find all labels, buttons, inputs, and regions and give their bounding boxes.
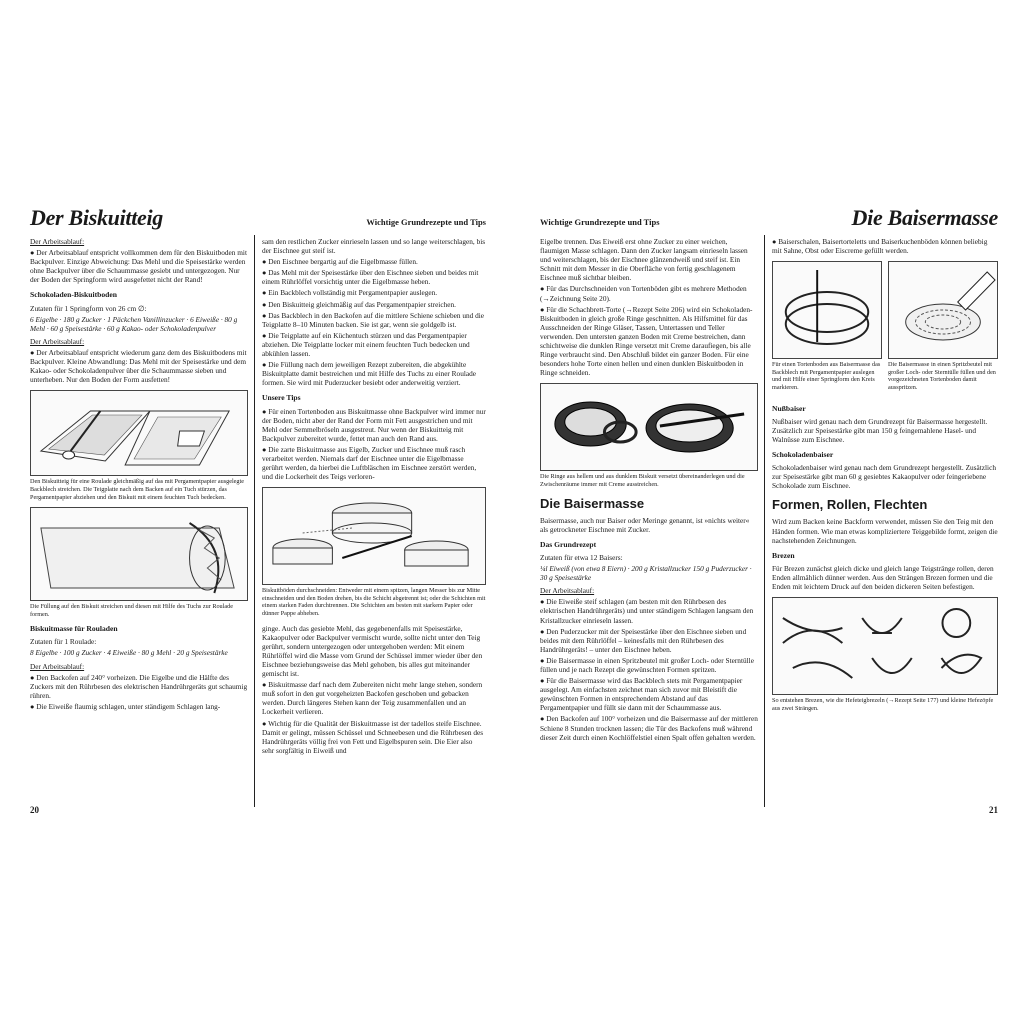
subheading: Das Grundrezept — [540, 539, 597, 549]
ingredients-heading: Zutaten für etwa 12 Baisers: — [540, 552, 623, 562]
bullet: ● Für die Schachbrett-Torte (→Rezept Seite 206) wird ein Schokoladen-Biskuitboden in gleich große Ringe geschnitten. Als Hilfsmittel für das Ausschneiden der Ringe Gläser, Tassen, Untertassen und Teller verwenden. Den untersten ganzen Boden mit Creme bestreichen, dann schichtweise die dunklen Ringe versetzt mit Creme daraufiegen, bis alle Ringe verbraucht sind. Den Abschluß bildet ein ganzer Boden. Für eine besonders hohe Torte einen hellen und einen dunklen Biskuitboden in Ringe schneiden. — [540, 304, 753, 378]
column-divider — [254, 235, 255, 807]
subheading: Brezen — [772, 550, 795, 560]
illustration-springform — [772, 261, 882, 359]
page-number: 21 — [989, 805, 998, 815]
subheading: Schokoladen-Biskuitboden — [30, 290, 117, 300]
page-number: 20 — [30, 805, 39, 815]
paragraph: ● Den Backofen auf 240° vorheizen. Die Eigelbe und die Hälfte des Zuckers mit den Rührbesen des elektrischen Handrührgeräts gut schaumig rühren. — [30, 672, 248, 700]
bullet: ● Den Puderzucker mit der Speisestärke über den Eischnee sieben und beides mit dem Rührlöffel – keinesfalls mit den Rührbesen des Handrührgeräts! – unter den Eischnee heben. — [540, 626, 747, 654]
left-page — [30, 205, 490, 825]
bullet: ● Für einen Tortenboden aus Biskuitmasse ohne Backpulver wird immer nur der Boden, nicht aber der Rand der Form mit Fett ausgestrichen und mit Mehl oder Semmelbröseln ausgestreut. Nur wenn der Biskuitteig mit Backpulver zubereitet wurde, fettet man auch den Rand aus. — [262, 406, 486, 443]
illustration-block — [888, 259, 998, 397]
caption: Biskuitböden durchschneiden: Entweder mit einem spitzen, langen Messer bis zur Mitte einschneiden und den Boden drehen, bis die Schicht abgetrennt ist; oder die Schichten mit einem starken Faden durchtrennen. Die Schichten am besten mit starkem Papier oder dünner Pappe abheben. — [262, 587, 486, 618]
label: Der Arbeitsablauf: — [30, 661, 85, 671]
right-column-1 — [540, 237, 758, 807]
illustration-cake-rings — [540, 383, 758, 471]
caption: Für einen Tortenboden aus Baisermasse das Backblech mit Pergamentpapier auslegen und mit Hilfe einer Springform den Kreis markieren. — [772, 361, 881, 391]
left-column-1 — [30, 237, 248, 807]
illustration-piping-baiser — [888, 261, 998, 359]
bullet: ● Ein Backblech vollständig mit Pergamentpapier auslegen. — [262, 288, 438, 298]
bullet: ● Die Eiweiße steif schlagen (am besten mit den Rührbesen des elektrischen Handrührgeräts) und unter ständigem Schlagen langsam den Kristallzucker einrieseln lassen. — [540, 597, 754, 625]
bullet: ● Für die Baisermasse wird das Backblech stets mit Pergamentpapier ausgelegt. Am einfachsten zeichnet man sich zuvor mit Bleistift die gewünschten Formen in entsprechendem Abstand auf das Pergamentpapier und füllt sie dann mit der Schaummasse aus. — [540, 676, 743, 713]
label: Der Arbeitsablauf: — [30, 336, 85, 346]
bullet: ● Die Baisermasse in einen Spritzbeutel mit großer Loch- oder Sterntülle füllen und je nach Rezept die gewünschten Formen spritzen. — [540, 655, 754, 674]
bullet: ● Den Biskuitteig gleichmäßig auf das Pergamentpapier streichen. — [262, 299, 456, 309]
illustration-pair — [772, 259, 998, 397]
paragraph: sam den restlichen Zucker einrieseln lassen und so lange weiterschlagen, bis der Eischnee gut steif ist. — [262, 237, 486, 256]
ingredients-list: 6 Eigelbe · 180 g Zucker · 1 Päckchen Vanillinzucker · 6 Eiweiße · 80 g Mehl · 60 g Speisestärke · 60 g Kakao- oder Schokoladenpulver — [30, 314, 238, 333]
illustration-sheet-spreading — [30, 390, 248, 476]
paragraph: Für Brezen zunächst gleich dicke und gleich lange Teigstränge rollen, deren Enden allmählich dünner werden. Aus den Strängen Brezen formen und die Enden mit leichtem Druck auf den beiden dickeren Seiten befestigen. — [772, 563, 994, 591]
caption: Die Baisermasse in einen Spritzbeutel mit großer Loch- oder Sterntülle füllen und den vorgezeichneten Tortenboden damit ausspritzen. — [888, 361, 996, 391]
ingredients-heading: Zutaten für 1 Springform von 26 cm ∅: — [30, 303, 147, 313]
illustration-block — [772, 259, 882, 397]
bullet: ● Die Teigplatte auf ein Küchentuch stürzen und das Pergamentpapier abziehen. Die Teigplatte locker mit einem feuchten Tuch bedecken und abkühlen lassen. — [262, 330, 470, 359]
subheading: Schokoladenbaiser — [772, 449, 834, 459]
paragraph: ● Die Eiweiße flaumig schlagen, unter ständigem Schlagen lang- — [30, 701, 221, 711]
column-divider — [764, 235, 765, 807]
right-page — [540, 205, 998, 825]
subheading: Nußbaiser — [772, 403, 806, 413]
ingredients-list: ¼l Eiweiß (von etwa 8 Eiern) · 200 g Kristallzucker 150 g Puderzucker · 30 g Speisestärke — [540, 564, 752, 583]
subheading: Unsere Tips — [262, 393, 301, 403]
bullet: ● Das Mehl mit der Speisestärke über den Eischnee sieben und beides mit einem Rührlöffel vorsichtig unter die Eigelbmasse heben. — [262, 268, 479, 287]
caption: So entstehen Brezen, wie die Hefeteigbrezeln (→Rezept Seite 177) und kleine Hefezöpfe aus zwei Strängen. — [772, 697, 994, 712]
paragraph: Wird zum Backen keine Backform verwendet, müssen Sie den Teig mit den Händen formen. Wie man etwas kompliziertere Teiggebilde formt, zeigen die nachstehenden Zeichnungen. — [772, 517, 998, 545]
paragraph: Schokoladenbaiser wird genau nach dem Grundrezept hergestellt. Zusätzlich zur Speisestärke gibt man 60 g gesiebtes Kakaopulver oder feingeriebene Schokolade zum Eischnee. — [772, 463, 996, 491]
bullet: ● Die Füllung nach dem jeweiligen Rezept zubereiten, die abgekühlte Biskuitplatte damit bestreichen und mit Hilfe des Tuchs zu einer Roulade formen. Sie wird mit Puderzucker besiebt oder anderweitig verziert. — [262, 360, 477, 388]
illustration-roulade-rolling — [30, 507, 248, 601]
left-column-2 — [262, 237, 486, 807]
section-header: Wichtige Grundrezepte und Tips — [540, 217, 660, 227]
ingredients-list: 8 Eigelbe · 100 g Zucker · 4 Eiweiße · 80 g Mehl · 20 g Speisestärke — [30, 648, 228, 658]
bullet: ● Baiserschalen, Baisertorteletts und Baiserkuchenböden können beliebig mit Sahne, Obst oder Eiscreme gefüllt werden. — [772, 237, 988, 256]
caption: Die Ringe aus hellem und aus dunklem Biskuit versetzt übereinanderlegen und die Zwischenräume immer mit Creme ausstreichen. — [540, 473, 745, 488]
subheading: Biskuitmasse für Rouladen — [30, 624, 118, 634]
bullet: ● Die zarte Biskuitmasse aus Eigelb, Zucker und Eischnee muß rasch verarbeitet werden. Niemals darf der Eischnee unter die Eigelbmasse gerührt werden, da hierbei die Luftbläschen im Eischnee zerstört werden, und die Lockerheit des Teigs verloren- — [262, 444, 477, 482]
right-column-2 — [772, 237, 998, 807]
bullet: ● Für das Durchschneiden von Tortenböden gibt es mehrere Methoden (→Zeichnung Seite 20). — [540, 284, 747, 303]
caption: Den Biskuitteig für eine Roulade gleichmäßig auf das mit Pergamentpapier ausgelegte Backblech streichen. Die Teigplatte nach dem Backen auf ein Tuch stürzen, das Pergamentpapier abziehen und den Biskuit mit einem feuchten Tuch bedecken. — [30, 478, 244, 501]
bullet: ● Den Backofen auf 100° vorheizen und die Baisermasse auf der mittleren Schiene 8 Stunden trocknen lassen; die Tür des Backofens muß während dieser Zeit durch einen Kochlöffelstiel einen Spalt offen gehalten werden. — [540, 714, 758, 742]
bullet: ● Biskuitmasse darf nach dem Zubereiten nicht mehr lange stehen, sondern muß sofort in den gut vorgeheizten Backofen geschoben und gebacken werden. Durch längeres Stehen kann der Teig zusammenfallen und an Lockerheit verlieren. — [262, 680, 483, 717]
page-title: Der Biskuitteig — [30, 205, 164, 230]
label: Der Arbeitsablauf: — [540, 586, 595, 596]
paragraph: Eigelbe trennen. Das Eiweiß erst ohne Zucker zu einer weichen, flaumigen Masse schlagen. Dann den Zucker langsam einrieseln lassen und weiterschlagen, bis der Eischnee glänzendweiß und steif ist. Ein Schnitt mit dem Messer in die Oberfläche von fertig geschlagenem Eischnee muß sichtbar bleiben. — [540, 237, 748, 283]
ingredients-heading: Zutaten für 1 Roulade: — [30, 637, 97, 647]
paragraph: ● Der Arbeitsablauf entspricht wiederum ganz dem des Biskuitbodens mit Backpulver. Kleine Abwandlung: Das Mehl mit der Speisestärke und dem Kakao- oder Schokoladenpulver über die Schaummasse sieben und unterheben. Nur den Boden der Form ausfetten! — [30, 347, 247, 385]
label: Der Arbeitsablauf: — [30, 237, 85, 246]
paragraph: Baisermasse, auch nur Baiser oder Meringe genannt, ist »nichts weiter« als getrockneter Eischnee mit Zucker. — [540, 515, 750, 534]
section-header: Wichtige Grundrezepte und Tips — [366, 217, 486, 227]
paragraph: Nußbaiser wird genau nach dem Grundrezept für Baisermasse hergestellt. Zusätzlich zur Speisestärke gibt man 150 g feingemahlene Hasel- und Walnüsse zum Eischnee. — [772, 416, 988, 444]
illustration-cake-cutting — [262, 487, 486, 585]
paragraph: ● Der Arbeitsablauf entspricht vollkommen dem für den Biskuitboden mit Backpulver. Einzige Abweichung: Das Mehl und die Speisestärke werden ohne Backpulver über die Schaummasse gesiebt und untergezogen. Nur der Boden der Springform wird ausgefettet nicht der Rand! — [30, 248, 247, 285]
section-heading: Die Baisermasse — [540, 495, 645, 511]
caption: Die Füllung auf den Biskuit streichen und diesen mit Hilfe des Tuchs zur Roulade formen. — [30, 603, 233, 618]
bullet: ● Wichtig für die Qualität der Biskuitmasse ist der tadellos steife Eischnee. Damit er gelingt, müssen Schüssel und Schneebesen und die Rührbesen des Handrührgeräts völlig frei von Fett und Eigelbspuren sein. Die Eier also sehr sorgfältig in Eiweiß und — [262, 718, 484, 755]
bullet: ● Das Backblech in den Backofen auf die mittlere Schiene schieben und die Teigplatte 8–10 Minuten backen. Sie ist gar, wenn sie goldgelb ist. — [262, 310, 485, 329]
page-title: Die Baisermasse — [851, 205, 998, 230]
paragraph: ginge. Auch das gesiebte Mehl, das gegebenenfalls mit Speisestärke, Kakaopulver oder Backpulver vermischt wurde, sollte nicht unter den Teig gerührt, sondern untergezogen oder untergehoben werden: Mit einem Rührlöffel wird die Masse vom Grund der Schüssel immer wieder über den Eischnee beziehungsweise das Mehl gehoben, bis alles gut miteinander gemischt ist. — [262, 623, 483, 679]
illustration-pretzel-shaping — [772, 597, 998, 695]
section-heading: Formen, Rollen, Flechten — [772, 497, 928, 513]
bullet: ● Den Eischnee bergartig auf die Eigelbmasse füllen. — [262, 257, 418, 267]
